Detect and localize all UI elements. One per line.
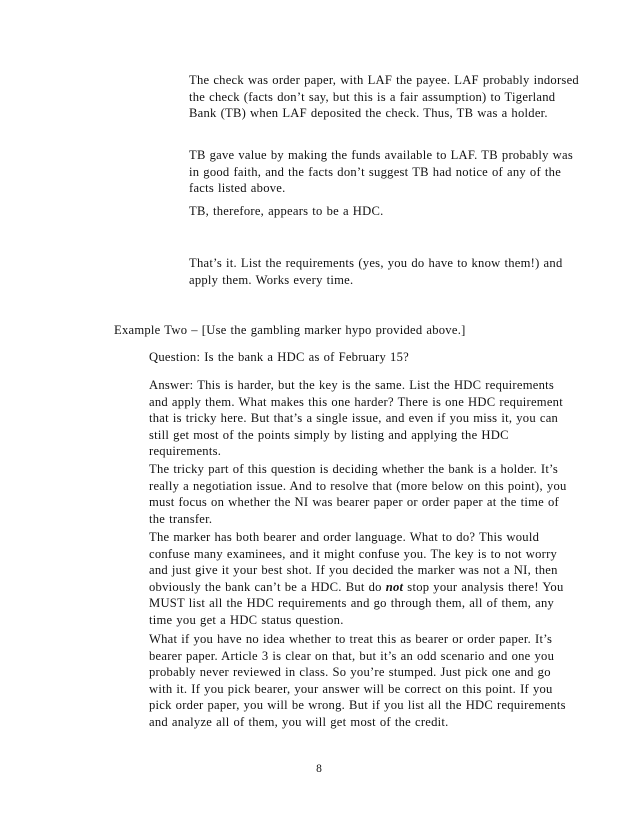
paragraph-tricky-part: The tricky part of this question is deciding whether the bank is a holder. It’s really a negotiation issue. And to resolve that (more below on this point), you must focus on whether the NI was bearer paper or order paper at the time of the transfer. bbox=[149, 462, 567, 526]
marker-text-after: stop your analysis there! You MUST list all the HDC requirements and go through them, all of them, any time you get a HDC status question. bbox=[149, 579, 564, 627]
paragraph-gave-value: TB gave value by making the funds available to LAF. TB probably was in good faith, and the facts don’t suggest TB had notice of any of the facts listed above. bbox=[189, 148, 574, 195]
paragraph-order-paper: The check was order paper, with LAF the payee. LAF probably indorsed the check (facts don’t say, but this is a fair assumption) to Tigerland Bank (TB) when LAF deposited the check. Thus, TB was a holder. bbox=[189, 73, 579, 120]
page-number: 8 bbox=[316, 763, 322, 775]
paragraph-thats-it: That’s it. List the requirements (yes, you do have to know them!) and apply them. Works every time. bbox=[189, 256, 563, 287]
marker-text-before: The marker has both bearer and order language. What to do? This would confuse many examinees, and it might confuse you. The key is to not worry and just give it your best shot. If you decided the marker was not a NI, then obviously the bank can’t be a HDC. But do bbox=[149, 530, 558, 594]
paragraph-tb-hdc: TB, therefore, appears to be a HDC. bbox=[189, 204, 384, 218]
paragraph-answer: Answer: This is harder, but the key is the same. List the HDC requirements and apply them. What makes this one harder? There is one HDC requirement that is tricky here. But that’s a single issue, and even if you miss it, you can still get most of the points simply by listing and applying the HDC requirements. bbox=[149, 378, 563, 458]
paragraph-marker-language bbox=[149, 529, 569, 628]
emphasis-not: not bbox=[385, 579, 404, 594]
example-two-heading: Example Two – [Use the gambling marker hypo provided above.] bbox=[114, 323, 466, 337]
paragraph-question: Question: Is the bank a HDC as of February 15? bbox=[149, 350, 409, 364]
paragraph-what-if: What if you have no idea whether to treat this as bearer or order paper. It’s bearer paper. Article 3 is clear on that, but it’s an odd scenario and one you probably never reviewed in class. So you’re stumped. Just pick one and go with it. If you pick bearer, your answer will be correct on this point. If you pick order paper, you will be wrong. But if you list all the HDC requirements and analyze all of them, you will get most of the credit. bbox=[149, 632, 566, 729]
